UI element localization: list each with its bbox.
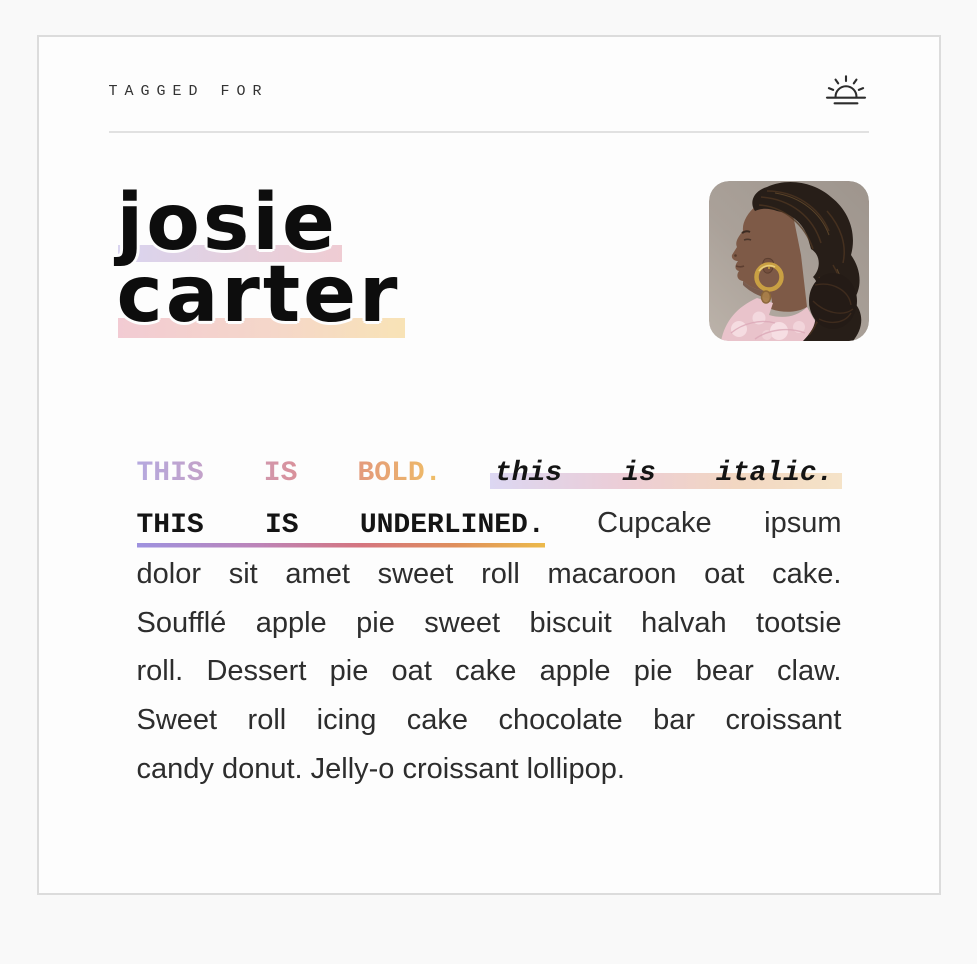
profile-photo [709,181,869,341]
last-name: carter [116,250,401,340]
bold-sample-text: THIS IS BOLD. [136,458,442,489]
body-line-7: candy donut. Jelly-o croissant lollipop. [136,752,625,785]
header-divider [109,131,869,133]
underlined-sample-text: THIS IS UNDERLINED. [137,510,545,548]
body-line-2 [137,499,842,551]
body-copy [137,447,842,793]
body-line-3: dolor sit amet sweet roll macaroon oat cake. [136,558,842,591]
first-name: josie [116,178,338,268]
body-line-6: Sweet roll icing cake chocolate bar croissant [136,703,842,736]
profile-title-row [109,178,869,341]
body-text: Cupcake ipsum [597,506,842,539]
italic-sample-text: this is italic. [490,458,842,489]
body-line-4: Soufflé apple pie sweet biscuit halvah tootsie [136,606,842,639]
profile-name [109,178,401,340]
sunrise-icon[interactable] [823,72,869,110]
body-line-1 [137,447,842,499]
body-line-5: roll. Dessert pie oat cake apple pie bear claw. [136,655,842,688]
card-header [109,67,869,115]
tagged-for-card [37,35,941,895]
tagged-for-label: TAGGED FOR [108,82,269,100]
